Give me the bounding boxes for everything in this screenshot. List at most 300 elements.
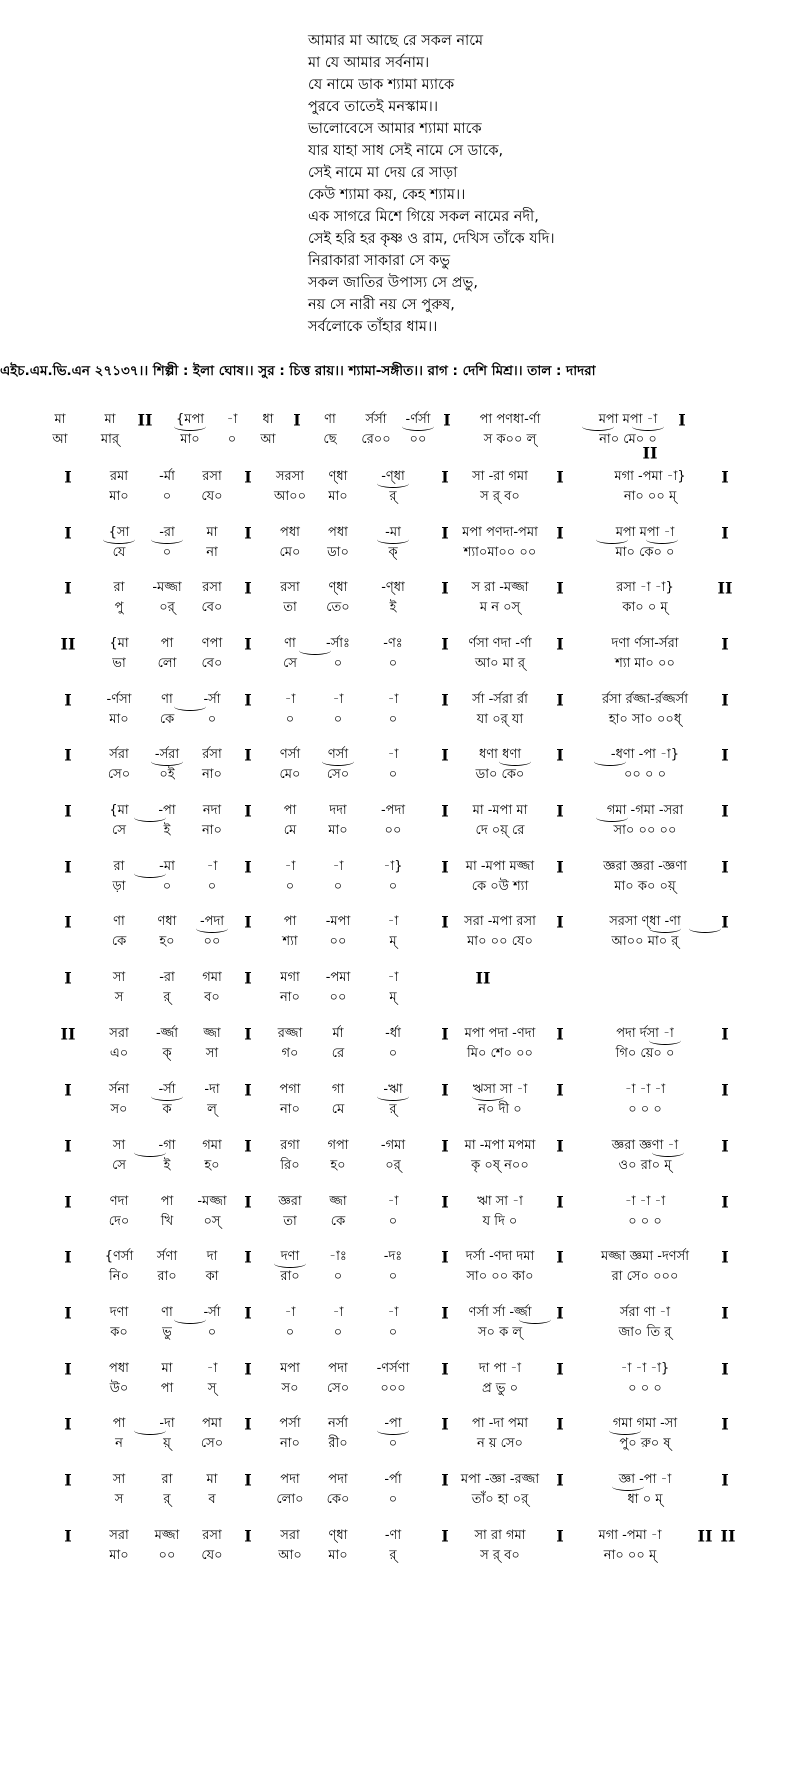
double-barline: II <box>60 1024 76 1044</box>
syllables: কে <box>330 1214 346 1229</box>
notation-cell <box>361 410 390 450</box>
barline: I <box>441 801 449 821</box>
swara-notes: মা <box>104 412 116 427</box>
notation-cell <box>464 912 536 952</box>
barline: I <box>441 912 449 932</box>
notation-cell <box>474 1526 525 1566</box>
barline: I <box>64 1136 72 1156</box>
syllables: মে০ <box>279 545 301 560</box>
barline: I <box>556 912 564 932</box>
barline: I <box>441 745 449 765</box>
notation-cell <box>197 1192 226 1232</box>
swara-notes: ণপা <box>201 636 223 651</box>
swara-notes: দণা <box>280 1249 300 1264</box>
swara-notes: গমা <box>202 1138 222 1153</box>
syllables: রা০ <box>280 1269 300 1284</box>
notation-cell <box>202 968 222 1008</box>
slur-mark <box>582 422 614 431</box>
barline: I <box>556 523 564 543</box>
syllables: ০০ <box>409 432 427 447</box>
notation-cell <box>384 1247 402 1287</box>
barline: I <box>441 1192 449 1212</box>
notation-cell <box>472 690 528 730</box>
swara-notes: মা <box>54 412 66 427</box>
barline: I <box>441 634 449 654</box>
notation-cell <box>384 857 403 897</box>
swara-notes: পা -দা পমা <box>472 1416 528 1431</box>
swara-notes: -মজ্জা <box>152 580 182 595</box>
double-barline: II <box>60 634 76 654</box>
swara-notes: গমা -গমা -সরা <box>606 803 684 818</box>
notation-cell <box>202 634 223 674</box>
lyric-line: এক সাগরে মিশে গিয়ে সকল নামের নদী, <box>308 209 539 225</box>
barline: I <box>244 578 252 598</box>
barline: I <box>244 1359 252 1379</box>
notation-cell <box>328 801 347 841</box>
syllables: বে০ <box>201 656 223 671</box>
swara-notes: র্রসা <box>202 747 222 762</box>
swara-notes: -র্ণর্সা <box>405 412 431 427</box>
syllables: আ০০ মা০ র্ <box>611 934 679 949</box>
notation-cell <box>327 1470 350 1510</box>
notation-cell <box>113 968 125 1008</box>
swara-notes: {ণর্সা <box>104 1249 134 1264</box>
slur-mark <box>609 1426 641 1435</box>
notation-cell <box>472 467 528 507</box>
syllables: মি০ শে০ ০০ <box>467 1046 533 1061</box>
syllables: রী০ <box>328 1436 348 1451</box>
swara-notes: ধা <box>262 412 274 427</box>
swara-notes: রমা <box>109 469 129 484</box>
syllables: কা০ ০ ম্ <box>622 600 668 615</box>
slur-mark <box>649 924 681 933</box>
notation-cell <box>280 1136 299 1176</box>
notation-cell <box>206 523 218 563</box>
slur-mark <box>612 1482 644 1491</box>
swara-notes: -পদা <box>199 914 225 929</box>
swara-notes: নর্সা <box>327 1416 349 1431</box>
barline: I <box>244 1526 252 1546</box>
barline: I <box>244 968 252 988</box>
syllables: ০ <box>333 712 343 727</box>
swara-notes: মপা -জ্ঞা -রজ্জা <box>460 1472 540 1487</box>
notation-cell <box>602 690 688 730</box>
swara-notes: ণধা <box>157 914 177 929</box>
syllables: রা সে০ ০০০ <box>611 1269 679 1284</box>
swara-notes: -া <box>332 1305 344 1320</box>
notation-cell <box>113 1414 126 1454</box>
barline: I <box>721 1024 729 1044</box>
swara-notes: ণা <box>113 914 125 929</box>
syllables: ০ <box>333 656 343 671</box>
barline: I <box>293 410 301 430</box>
barline: I <box>64 1192 72 1212</box>
swara-notes: পধা <box>328 525 348 540</box>
barline: I <box>721 801 729 821</box>
syllables: মে <box>331 1102 345 1117</box>
slur-mark <box>499 757 531 766</box>
syllables: তা <box>283 600 297 615</box>
syllables: ০র্ <box>159 600 175 615</box>
barline: I <box>441 1136 449 1156</box>
barline: I <box>556 1247 564 1267</box>
syllables: মা০ <box>109 489 129 504</box>
barline: I <box>556 1470 564 1490</box>
barline: I <box>441 467 449 487</box>
swara-notes: সরসা ণ্ধা -ণা <box>609 914 681 929</box>
syllables: ০ ০ ০ <box>628 1102 662 1117</box>
swara-notes: -া <box>387 1305 399 1320</box>
slur-mark <box>472 1092 504 1101</box>
syllables: না০ <box>202 823 222 838</box>
swara-notes: মা <box>206 1472 218 1487</box>
notation-block <box>0 410 800 1788</box>
slur-mark <box>174 702 206 711</box>
swara-notes: জ্ঞরা জ্ঞরা -জ্ঞণা <box>603 859 687 874</box>
notation-cell <box>625 1192 665 1232</box>
swara-notes: সা -রা গমা <box>472 469 528 484</box>
swara-notes: ণ্ধা <box>328 580 348 595</box>
swara-notes: পদা <box>328 1472 348 1487</box>
syllables: তাঁ০ হা ০র্ <box>471 1492 529 1507</box>
barline: I <box>721 1470 729 1490</box>
swara-notes: সা <box>112 970 126 985</box>
syllables: ড়া <box>112 879 126 894</box>
swara-notes: রসা -া -া} <box>616 580 674 595</box>
syllables: কে ০উ শ্যা <box>471 879 529 894</box>
barline: I <box>244 745 252 765</box>
notation-cell <box>323 410 336 450</box>
notation-cell <box>603 857 687 897</box>
barline: I <box>64 523 72 543</box>
syllables: ছে <box>323 432 337 447</box>
swara-notes: -া -া -া} <box>620 1361 670 1376</box>
notation-cell <box>279 1414 300 1454</box>
notation-cell <box>109 467 128 507</box>
notation-cell <box>105 1247 134 1287</box>
syllables: ব০ <box>204 990 220 1005</box>
notation-cell <box>326 634 350 674</box>
swara-notes: পা <box>160 636 174 651</box>
syllables: মা০ কে০ ০ <box>615 545 675 560</box>
swara-notes: রা <box>113 859 125 874</box>
swara-notes: -া <box>387 1194 399 1209</box>
notation-cell <box>201 467 222 507</box>
syllables: পা <box>160 1381 174 1396</box>
notation-cell <box>388 912 399 952</box>
barline: I <box>721 634 729 654</box>
syllables: ০ ০ ০ <box>628 1214 662 1229</box>
syllables: ০ <box>207 879 217 894</box>
syllables: রে০০ <box>361 432 391 447</box>
syllables: শ্যা০মা০০ ০০ <box>463 545 537 560</box>
barline: I <box>244 912 252 932</box>
swara-notes: -া <box>387 747 399 762</box>
syllables: কে <box>159 712 175 727</box>
barline: I <box>441 1470 449 1490</box>
barline: I <box>721 1303 729 1323</box>
syllables: রি০ <box>280 1158 300 1173</box>
swara-notes: র্সণা <box>156 1249 178 1264</box>
barline: I <box>721 1192 729 1212</box>
swara-notes: ণর্সা <box>327 747 349 762</box>
syllables: হা০ সা০ ০০ধ্ <box>608 712 682 727</box>
lyric-line: নিরাকারা সাকারা সে কভু <box>308 253 451 269</box>
barline: I <box>244 634 252 654</box>
lyric-line: আমার মা আছে রে সকল নামে <box>308 33 484 49</box>
syllables: সা <box>205 1046 219 1061</box>
barline: I <box>441 1247 449 1267</box>
swara-notes: দা পা -া <box>478 1361 522 1376</box>
syllables: সে০ <box>107 767 131 782</box>
barline: I <box>64 1359 72 1379</box>
swara-notes: -র্সা <box>158 1082 176 1097</box>
swara-notes: -দা <box>159 1416 175 1431</box>
syllables: হ০ <box>159 934 175 949</box>
barline: I <box>244 1080 252 1100</box>
notation-cell <box>326 912 351 952</box>
barline: I <box>244 467 252 487</box>
syllables: না০ ০০ ম্ <box>623 489 677 504</box>
swara-notes: মপা মপা -া <box>598 412 658 427</box>
swara-notes: -া <box>226 412 238 427</box>
syllables: সে০ <box>326 1381 350 1396</box>
notation-cell <box>328 467 347 507</box>
syllables: ০ <box>162 879 172 894</box>
barline: I <box>244 857 252 877</box>
swara-notes: -া <box>387 970 399 985</box>
syllables: ০ <box>285 712 295 727</box>
syllables: র্ <box>389 489 397 504</box>
slur-mark <box>151 535 183 544</box>
slur-mark <box>103 535 135 544</box>
syllables: ০ <box>388 879 398 894</box>
notation-cell <box>108 745 130 785</box>
syllables: মার্ <box>100 432 120 447</box>
syllables: ০ <box>207 712 217 727</box>
swara-notes: -ণ্ধা <box>381 580 405 595</box>
notation-cell <box>201 1414 223 1454</box>
swara-notes: র্সর্সা <box>365 412 387 427</box>
swara-notes: -া <box>206 1361 218 1376</box>
notation-cell <box>202 578 223 618</box>
syllables: কে <box>111 934 127 949</box>
syllables: র্ <box>163 990 171 1005</box>
notation-cell <box>207 1359 218 1399</box>
notation-cell <box>466 857 534 897</box>
syllables: জা০ তি র্ <box>618 1325 672 1340</box>
lyric-line: সকল জাতির উপাস্য সে প্রভু, <box>308 275 478 291</box>
swara-notes: -া <box>284 859 296 874</box>
syllables: সে০ <box>200 1436 224 1451</box>
syllables: ক <box>162 1102 172 1117</box>
syllables: সা০ ০০ ০০ <box>613 823 677 838</box>
swara-notes: মপা পণদা-পমা <box>462 525 538 540</box>
swara-notes: র্সা -র্সরা র্রা <box>472 692 528 707</box>
slur-mark <box>299 646 331 655</box>
syllables: ই <box>163 1158 171 1173</box>
slur-mark <box>377 1092 409 1101</box>
swara-notes: জ্ঞরা <box>278 1194 302 1209</box>
notation-cell <box>279 1080 300 1120</box>
lyric-line: সর্বলোকে তাঁহার ধাম।। <box>308 319 438 335</box>
double-barline: II <box>720 1526 736 1546</box>
swara-notes: র্ণসা ণদা -র্ণা <box>468 636 532 651</box>
double-barline: II <box>137 410 153 430</box>
swara-notes: -মজ্জা <box>197 1194 227 1209</box>
double-barline: II <box>697 1526 713 1546</box>
swara-notes: রা <box>161 1472 173 1487</box>
syllables: যা ০র্ যা <box>476 712 524 727</box>
notation-cell <box>377 1359 410 1399</box>
notation-cell <box>227 410 238 450</box>
syllables: হ০ <box>204 1158 220 1173</box>
notation-cell <box>472 1414 528 1454</box>
swara-notes: ণা <box>161 1305 173 1320</box>
slur-mark <box>134 813 166 822</box>
notation-cell <box>333 1303 344 1343</box>
swara-notes: -মা <box>159 859 175 874</box>
syllables: না০ <box>280 1102 300 1117</box>
syllables: মা০ <box>180 432 200 447</box>
swara-notes: সরা <box>109 1026 129 1041</box>
barline: I <box>721 745 729 765</box>
lyric-line: কেউ শ্যামা কয়, কেহ শ্যাম।। <box>308 187 466 203</box>
barline: I <box>556 578 564 598</box>
notation-cell <box>207 857 218 897</box>
notation-cell <box>332 1024 344 1064</box>
syllables: ০ <box>388 767 398 782</box>
notation-cell <box>614 467 685 507</box>
slur-mark <box>377 1426 409 1435</box>
swara-notes: মজ্জা <box>154 1528 180 1543</box>
notation-cell <box>109 1080 129 1120</box>
syllables: স্ <box>207 1381 217 1396</box>
syllables: খি <box>160 1214 174 1229</box>
barline: I <box>556 801 564 821</box>
barline: I <box>64 578 72 598</box>
barline: I <box>64 1303 72 1323</box>
swara-notes: সরা <box>280 1528 300 1543</box>
swara-notes: পা <box>283 914 297 929</box>
swara-notes: গমা <box>202 970 222 985</box>
barline: I <box>244 1303 252 1323</box>
swara-notes: পা <box>160 1194 174 1209</box>
notation-cell <box>599 1526 662 1566</box>
syllables: সে <box>112 1158 126 1173</box>
syllables: মা০ <box>109 712 129 727</box>
notation-cell <box>159 1414 174 1454</box>
notation-cell <box>328 1526 347 1566</box>
syllables: য়্ <box>163 1436 171 1451</box>
barline: I <box>64 690 72 710</box>
barline: I <box>556 857 564 877</box>
syllables: রা০ <box>157 1269 177 1284</box>
slur-mark <box>377 479 409 488</box>
swara-notes: সরা <box>109 1528 129 1543</box>
notation-cell <box>203 1024 220 1064</box>
barline: I <box>721 467 729 487</box>
syllables: সে০ <box>326 767 350 782</box>
syllables: এ০ <box>109 1046 129 1061</box>
syllables: গ০ <box>281 1046 299 1061</box>
slur-mark <box>632 422 664 431</box>
syllables: আ০০ <box>273 489 307 504</box>
syllables: ন <box>115 1436 123 1451</box>
swara-notes: {সা <box>108 525 130 540</box>
slur-mark <box>652 1148 684 1157</box>
syllables: না <box>206 545 218 560</box>
swara-notes: -া <box>284 1305 296 1320</box>
barline: I <box>721 1080 729 1100</box>
barline: I <box>441 1024 449 1044</box>
syllables: দে০ <box>108 1214 130 1229</box>
slur-mark <box>646 535 678 544</box>
swara-notes: মজ্জা জ্ঞমা -দণর্সা <box>600 1249 690 1264</box>
slur-mark <box>196 924 228 933</box>
double-barline: II <box>642 443 658 463</box>
syllables: নি০ <box>109 1269 129 1284</box>
swara-notes: র্রসা র্রজ্জা-র্রজ্জর্সা <box>601 692 689 707</box>
swara-notes: রসা <box>202 469 222 484</box>
swara-notes: -র্মা <box>159 469 175 484</box>
syllables: ০০ <box>203 934 221 949</box>
swara-notes: জ্ঞা -পা -া <box>618 1472 672 1487</box>
notation-cell <box>276 1470 303 1510</box>
syllables: র্ <box>389 1548 397 1563</box>
notation-cell <box>332 1080 345 1120</box>
notation-cell <box>479 1359 521 1399</box>
syllables: ম্ <box>389 934 397 949</box>
swara-notes: -পদা <box>380 803 406 818</box>
swara-notes: -র্সরা <box>154 747 180 762</box>
syllables: স০ <box>110 1102 128 1117</box>
swara-notes: পদা র্দসা -া <box>616 1026 674 1041</box>
swara-notes: ণ্ধা <box>328 469 348 484</box>
swara-notes: -ধণা -পা -া} <box>610 747 680 762</box>
notation-cell <box>155 1526 180 1566</box>
swara-notes: সা <box>112 1472 126 1487</box>
swara-notes: -র্সাঃ <box>326 636 350 651</box>
notation-cell <box>202 745 222 785</box>
notation-cell <box>283 634 297 674</box>
swara-notes: -ঋা <box>383 1082 403 1097</box>
syllables: তা <box>283 1214 297 1229</box>
barline: I <box>556 745 564 765</box>
notation-cell <box>326 968 351 1008</box>
notation-cell <box>601 1247 689 1287</box>
barline: I <box>64 1247 72 1267</box>
barline: I <box>721 1247 729 1267</box>
barline: I <box>64 1470 72 1490</box>
notation-cell <box>112 1136 126 1176</box>
swara-notes: পা পণধা-র্ণা <box>479 412 541 427</box>
barline: I <box>244 690 252 710</box>
notation-cell <box>625 1080 665 1120</box>
notation-cell <box>473 801 528 841</box>
syllables: স র্ ব০ <box>480 1548 520 1563</box>
syllables: ক্ <box>162 1046 172 1061</box>
swara-notes: মপা <box>280 1361 300 1376</box>
notation-cell <box>388 1192 399 1232</box>
syllables: যে০ <box>201 489 223 504</box>
swara-notes: -রা <box>159 970 175 985</box>
syllables: স <box>114 1492 124 1507</box>
notation-cell <box>480 410 541 450</box>
notation-cell <box>280 1359 300 1399</box>
syllables: উ০ <box>109 1381 129 1396</box>
swara-notes: -র্জ্জা <box>155 1026 179 1041</box>
